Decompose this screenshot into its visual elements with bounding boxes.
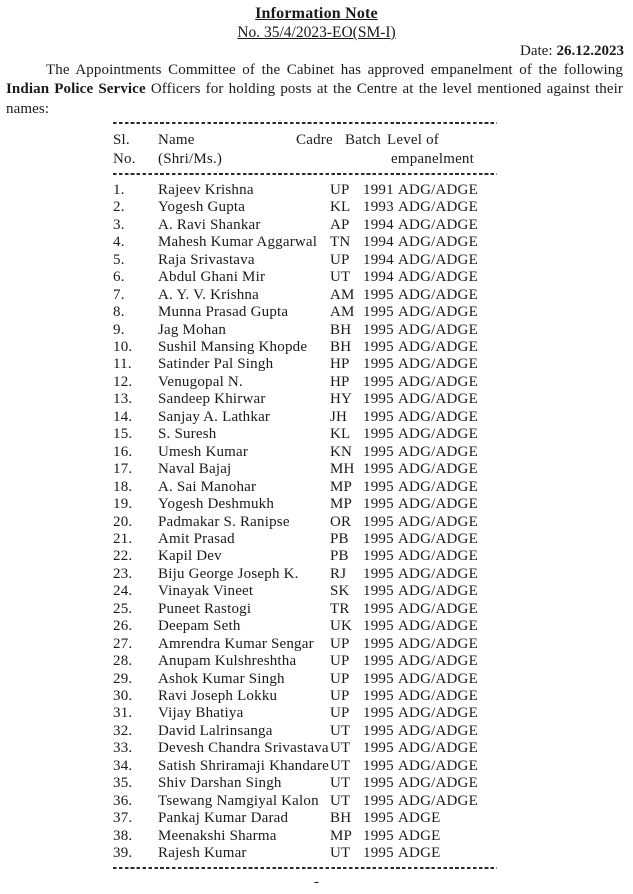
cadre-code: KN — [330, 443, 353, 460]
batch-year: 1995 — [363, 810, 394, 827]
batch-year: 1995 — [363, 705, 394, 722]
header-shri-ms: (Shri/Ms.) — [158, 150, 223, 167]
empanelment-level: ADG/ADGE — [398, 757, 478, 774]
serial-number: 24. — [113, 583, 133, 600]
officer-name: Munna Prasad Gupta — [158, 304, 289, 321]
intro-service-name: Indian Police Service — [6, 81, 146, 98]
table-row — [113, 234, 497, 251]
batch-year: 1995 — [363, 338, 394, 355]
empanelment-level: ADGE — [398, 827, 441, 844]
table-row — [113, 566, 497, 583]
cadre-code: UT — [330, 722, 351, 739]
empanelment-level: ADG/ADGE — [398, 426, 478, 443]
cadre-code: BH — [330, 321, 352, 338]
officer-name: Naval Bajaj — [158, 461, 232, 478]
serial-number: 7. — [113, 286, 125, 303]
empanelment-level: ADG/ADGE — [398, 408, 478, 425]
serial-number: 8. — [113, 304, 125, 321]
table-row — [113, 304, 497, 321]
batch-year: 1995 — [363, 408, 394, 425]
empanelment-level: ADG/ADGE — [398, 705, 478, 722]
cadre-code: TR — [330, 600, 350, 617]
table-header-line2 — [113, 150, 497, 169]
serial-number: 12. — [113, 373, 133, 390]
table-row — [113, 688, 497, 705]
serial-number: 25. — [113, 600, 133, 617]
table-row — [113, 444, 497, 461]
table-row — [113, 217, 497, 234]
serial-number: 6. — [113, 269, 125, 286]
empanelment-level: ADG/ADGE — [398, 181, 478, 198]
officer-name: Yogesh Deshmukh — [158, 496, 275, 513]
table-row — [113, 514, 497, 531]
officer-name: Sandeep Khirwar — [158, 391, 266, 408]
table-row — [113, 548, 497, 565]
header-cadre: Cadre — [296, 131, 333, 148]
batch-year: 1995 — [363, 845, 394, 862]
dashed-divider-bottom — [113, 867, 497, 869]
table-header — [113, 131, 497, 169]
empanelment-level: ADG/ADGE — [398, 635, 478, 652]
empanelment-level: ADG/ADGE — [398, 548, 478, 565]
batch-year: 1995 — [363, 792, 394, 809]
header-level: Level of — [387, 131, 439, 148]
empanelment-level: ADG/ADGE — [398, 740, 478, 757]
batch-year: 1995 — [363, 426, 394, 443]
dashed-divider-top — [113, 122, 497, 124]
cadre-code: TN — [330, 234, 351, 251]
batch-year: 1995 — [363, 286, 394, 303]
table-row — [113, 705, 497, 722]
officer-name: Satish Shriramaji Khandare — [158, 757, 329, 774]
serial-number: 15. — [113, 426, 133, 443]
table-row — [113, 269, 497, 286]
batch-year: 1995 — [363, 757, 394, 774]
serial-number: 23. — [113, 565, 133, 582]
cadre-code: UP — [330, 705, 350, 722]
empanelment-level: ADG/ADGE — [398, 216, 478, 233]
officer-name: Biju George Joseph K. — [158, 565, 299, 582]
serial-number: 31. — [113, 705, 133, 722]
officer-name: Yogesh Gupta — [158, 199, 246, 216]
batch-year: 1995 — [363, 304, 394, 321]
batch-year: 1995 — [363, 618, 394, 635]
empanelment-level: ADG/ADGE — [398, 583, 478, 600]
table-row — [113, 322, 497, 339]
officer-name: Vijay Bhatiya — [158, 705, 244, 722]
batch-year: 1995 — [363, 722, 394, 739]
batch-year: 1995 — [363, 653, 394, 670]
officer-name: A. Y. V. Krishna — [158, 286, 259, 303]
serial-number: 16. — [113, 443, 133, 460]
table-row — [113, 653, 497, 670]
empanelment-level: ADG/ADGE — [398, 304, 478, 321]
table-row — [113, 793, 497, 810]
serial-number: 19. — [113, 496, 133, 513]
serial-number: 14. — [113, 408, 133, 425]
table-row — [113, 618, 497, 635]
cadre-code: HY — [330, 391, 353, 408]
serial-number: 4. — [113, 234, 125, 251]
serial-number: 37. — [113, 810, 133, 827]
intro-paragraph — [6, 61, 623, 119]
table-row — [113, 531, 497, 548]
batch-year: 1995 — [363, 530, 394, 547]
officer-name: Deepam Seth — [158, 618, 241, 635]
empanelment-level: ADG/ADGE — [398, 688, 478, 705]
table-row — [113, 636, 497, 653]
empanelment-level: ADG/ADGE — [398, 199, 478, 216]
cadre-code: BH — [330, 338, 352, 355]
serial-number: 11. — [113, 356, 132, 373]
serial-number: 34. — [113, 757, 133, 774]
intro-text-part2: Officers for holding posts at the Centre at the level mentioned against their names: — [6, 81, 623, 117]
batch-year: 1995 — [363, 321, 394, 338]
officer-name: Jag Mohan — [158, 321, 227, 338]
date-value: 26.12.2023 — [556, 43, 624, 59]
serial-number: 22. — [113, 548, 133, 565]
serial-number: 3. — [113, 216, 125, 233]
empanelment-level: ADGE — [398, 810, 441, 827]
cadre-code: OR — [330, 513, 352, 530]
officer-name: Umesh Kumar — [158, 443, 249, 460]
serial-number: 30. — [113, 688, 133, 705]
batch-year: 1994 — [363, 269, 394, 286]
cadre-code: KL — [330, 426, 351, 443]
serial-number: 13. — [113, 391, 133, 408]
table-row — [113, 810, 497, 827]
officer-name: Raja Srivastava — [158, 251, 255, 268]
header-empanelment: empanelment — [391, 150, 475, 167]
officer-name: Amrendra Kumar Sengar — [158, 635, 314, 652]
serial-number: 32. — [113, 722, 133, 739]
batch-year: 1995 — [363, 688, 394, 705]
date-label: Date: — [520, 43, 553, 59]
empanelment-level: ADG/ADGE — [398, 269, 478, 286]
batch-year: 1995 — [363, 373, 394, 390]
table-row — [113, 409, 497, 426]
empanelment-level: ADG/ADGE — [398, 251, 478, 268]
batch-year: 1995 — [363, 513, 394, 530]
officer-name: Kapil Dev — [158, 548, 222, 565]
empanelment-level: ADG/ADGE — [398, 618, 478, 635]
empanelment-level: ADG/ADGE — [398, 391, 478, 408]
table-row — [113, 461, 497, 478]
batch-year: 1995 — [363, 461, 394, 478]
table-row — [113, 828, 497, 845]
serial-number: 29. — [113, 670, 133, 687]
serial-number: 35. — [113, 775, 133, 792]
table-header-line1 — [113, 131, 497, 150]
header-no: No. — [113, 150, 136, 167]
cadre-code: MP — [330, 827, 353, 844]
officer-name: Padmakar S. Ranipse — [158, 513, 290, 530]
serial-number: 39. — [113, 845, 133, 862]
date-line — [0, 43, 633, 60]
batch-year: 1994 — [363, 216, 394, 233]
document-title: Information Note — [255, 5, 378, 22]
empanelment-level: ADG/ADGE — [398, 530, 478, 547]
batch-year: 1995 — [363, 775, 394, 792]
empanelment-level: ADG/ADGE — [398, 321, 478, 338]
table-row — [113, 479, 497, 496]
empanelment-level: ADG/ADGE — [398, 653, 478, 670]
serial-number: 5. — [113, 251, 125, 268]
batch-year: 1995 — [363, 600, 394, 617]
table-row — [113, 287, 497, 304]
serial-number: 1. — [113, 181, 125, 198]
cadre-code: AM — [330, 286, 355, 303]
officer-name: Venugopal N. — [158, 373, 243, 390]
header-sl: Sl. — [113, 131, 130, 148]
table-row — [113, 775, 497, 792]
table-row — [113, 496, 497, 513]
cadre-code: KL — [330, 199, 351, 216]
table-row — [113, 339, 497, 356]
serial-number: 9. — [113, 321, 125, 338]
empanelment-level: ADG/ADGE — [398, 234, 478, 251]
officer-name: Devesh Chandra Srivastava — [158, 740, 329, 757]
empanelment-level: ADG/ADGE — [398, 722, 478, 739]
cadre-code: JH — [330, 408, 348, 425]
header-name: Name — [158, 131, 195, 148]
header-batch: Batch — [345, 131, 381, 148]
cadre-code: MH — [330, 461, 355, 478]
batch-year: 1995 — [363, 356, 394, 373]
officer-name: Sanjay A. Lathkar — [158, 408, 271, 425]
serial-number: 21. — [113, 530, 133, 547]
table-row — [113, 374, 497, 391]
serial-number: 18. — [113, 478, 133, 495]
empanelment-level: ADG/ADGE — [398, 443, 478, 460]
officer-name: Shiv Darshan Singh — [158, 775, 282, 792]
officer-name: Meenakshi Sharma — [158, 827, 277, 844]
table-row — [113, 356, 497, 373]
officer-name: S. Suresh — [158, 426, 217, 443]
cadre-code: UP — [330, 251, 350, 268]
officer-name: Amit Prasad — [158, 530, 235, 547]
empanelment-level: ADG/ADGE — [398, 356, 478, 373]
serial-number: 36. — [113, 792, 133, 809]
table-row — [113, 182, 497, 199]
cadre-code: UP — [330, 653, 350, 670]
serial-number: 10. — [113, 338, 133, 355]
empanelment-level: ADG/ADGE — [398, 373, 478, 390]
empanelment-level: ADG/ADGE — [398, 461, 478, 478]
serial-number: 33. — [113, 740, 133, 757]
cadre-code: UP — [330, 688, 350, 705]
cadre-code: UT — [330, 792, 351, 809]
officer-name: Abdul Ghani Mir — [158, 269, 266, 286]
cadre-code: UT — [330, 775, 351, 792]
batch-year: 1995 — [363, 827, 394, 844]
cadre-code: UT — [330, 269, 351, 286]
cadre-code: AM — [330, 304, 355, 321]
table-row — [113, 671, 497, 688]
officer-name: Ashok Kumar Singh — [158, 670, 285, 687]
empanelment-level: ADG/ADGE — [398, 496, 478, 513]
serial-number: 2. — [113, 199, 125, 216]
table-row — [113, 601, 497, 618]
table-row — [113, 252, 497, 269]
batch-year: 1995 — [363, 391, 394, 408]
batch-year: 1995 — [363, 635, 394, 652]
empanelment-level: ADG/ADGE — [398, 565, 478, 582]
officer-name: Vinayak Vineet — [158, 583, 254, 600]
table-row — [113, 845, 497, 862]
officer-name: Rajeev Krishna — [158, 181, 254, 198]
officer-name: Sushil Mansing Khopde — [158, 338, 308, 355]
empanelment-level: ADG/ADGE — [398, 286, 478, 303]
officer-name: Satinder Pal Singh — [158, 356, 274, 373]
cadre-code: UK — [330, 618, 353, 635]
officer-name: Pankaj Kumar Darad — [158, 810, 289, 827]
dashed-divider-header — [113, 173, 497, 175]
cadre-code: BH — [330, 810, 352, 827]
officer-name: Ravi Joseph Lokku — [158, 688, 278, 705]
table-row — [113, 740, 497, 757]
serial-number: 17. — [113, 461, 133, 478]
cadre-code: SK — [330, 583, 350, 600]
empanelment-level: ADGE — [398, 845, 441, 862]
officer-name: Mahesh Kumar Aggarwal — [158, 234, 318, 251]
cadre-code: PB — [330, 530, 349, 547]
officer-name: Anupam Kulshreshtha — [158, 653, 297, 670]
empanelment-table — [113, 122, 497, 869]
batch-year: 1995 — [363, 478, 394, 495]
empanelment-level: ADG/ADGE — [398, 792, 478, 809]
empanelment-level: ADG/ADGE — [398, 338, 478, 355]
serial-number: 26. — [113, 618, 133, 635]
title-block — [0, 4, 633, 42]
cadre-code: UP — [330, 670, 350, 687]
officer-name: A. Sai Manohar — [158, 478, 257, 495]
serial-number: 27. — [113, 635, 133, 652]
officer-name: Rajesh Kumar — [158, 845, 247, 862]
serial-number: 38. — [113, 827, 133, 844]
empanelment-level: ADG/ADGE — [398, 670, 478, 687]
serial-number: 20. — [113, 513, 133, 530]
officer-name: Puneet Rastogi — [158, 600, 252, 617]
officer-name: A. Ravi Shankar — [158, 216, 261, 233]
cadre-code: AP — [330, 216, 350, 233]
batch-year: 1994 — [363, 234, 394, 251]
table-row — [113, 426, 497, 443]
table-row — [113, 758, 497, 775]
table-row — [113, 583, 497, 600]
cadre-code: PB — [330, 548, 349, 565]
reference-number: No. 35/4/2023-EO(SM-I) — [237, 24, 396, 41]
empanelment-level: ADG/ADGE — [398, 513, 478, 530]
cadre-code: HP — [330, 373, 350, 390]
table-row — [113, 199, 497, 216]
batch-year: 1995 — [363, 740, 394, 757]
cadre-code: HP — [330, 356, 350, 373]
empanelment-level: ADG/ADGE — [398, 478, 478, 495]
batch-year: 1991 — [363, 181, 394, 198]
empanelment-level: ADG/ADGE — [398, 775, 478, 792]
cadre-code: UT — [330, 845, 351, 862]
table-row — [113, 391, 497, 408]
serial-number: 28. — [113, 653, 133, 670]
batch-year: 1995 — [363, 548, 394, 565]
cadre-code: MP — [330, 478, 353, 495]
table-row — [113, 723, 497, 740]
cadre-code: RJ — [330, 565, 347, 582]
batch-year: 1995 — [363, 496, 394, 513]
page-footer-mark: - — [314, 873, 319, 890]
batch-year: 1995 — [363, 583, 394, 600]
intro-text-part1: The Appointments Committee of the Cabinet has approved empanelment of the following — [46, 62, 623, 78]
batch-year: 1994 — [363, 251, 394, 268]
empanelment-level: ADG/ADGE — [398, 600, 478, 617]
cadre-code: UP — [330, 181, 350, 198]
cadre-code: UT — [330, 740, 351, 757]
batch-year: 1995 — [363, 443, 394, 460]
officer-name: Tsewang Namgiyal Kalon — [158, 792, 319, 809]
batch-year: 1995 — [363, 565, 394, 582]
officer-name: David Lalrinsanga — [158, 722, 273, 739]
cadre-code: MP — [330, 496, 353, 513]
table-body — [113, 182, 497, 863]
batch-year: 1995 — [363, 670, 394, 687]
cadre-code: UP — [330, 635, 350, 652]
cadre-code: UT — [330, 757, 351, 774]
batch-year: 1993 — [363, 199, 394, 216]
